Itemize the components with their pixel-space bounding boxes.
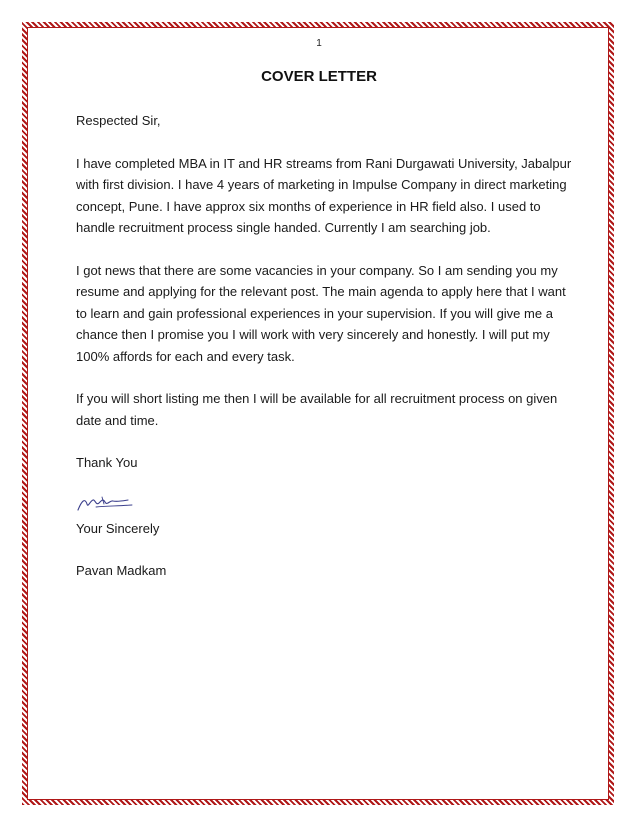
thanks-line: Thank You [76,455,138,470]
handwritten-signature [76,492,136,516]
letter-body [76,110,576,603]
page-number: 1 [316,38,322,49]
letter-title: COVER LETTER [261,68,377,85]
paragraph-availability: If you will short listing me then I will be available for all recruitment process on given date and time. [76,391,558,428]
paragraph-application: I got news that there are some vacancies in your company. So I am sending you my resume and applying for the relevant post. The main agenda to apply here that I want to learn and gain professional experiences in your supervision. If you will give me a chance then I promise you I will work with very sincerely and honestly. I will put my 100% affords for each and every task. [76,262,566,364]
paragraph-education: I have completed MBA in IT and HR streams from Rani Durgawati University, Jabalpur with first division. I have 4 years of marketing in Impulse Company in direct marketing concept, Pune. I have approx six months of experience in HR field also. I used to handle recruitment process single handed. Currently I am searching job. [76,155,572,235]
salutation: Respected Sir, [76,113,161,128]
closing-line: Your Sincerely [76,520,160,536]
sender-name: Pavan Madkam [76,563,167,578]
